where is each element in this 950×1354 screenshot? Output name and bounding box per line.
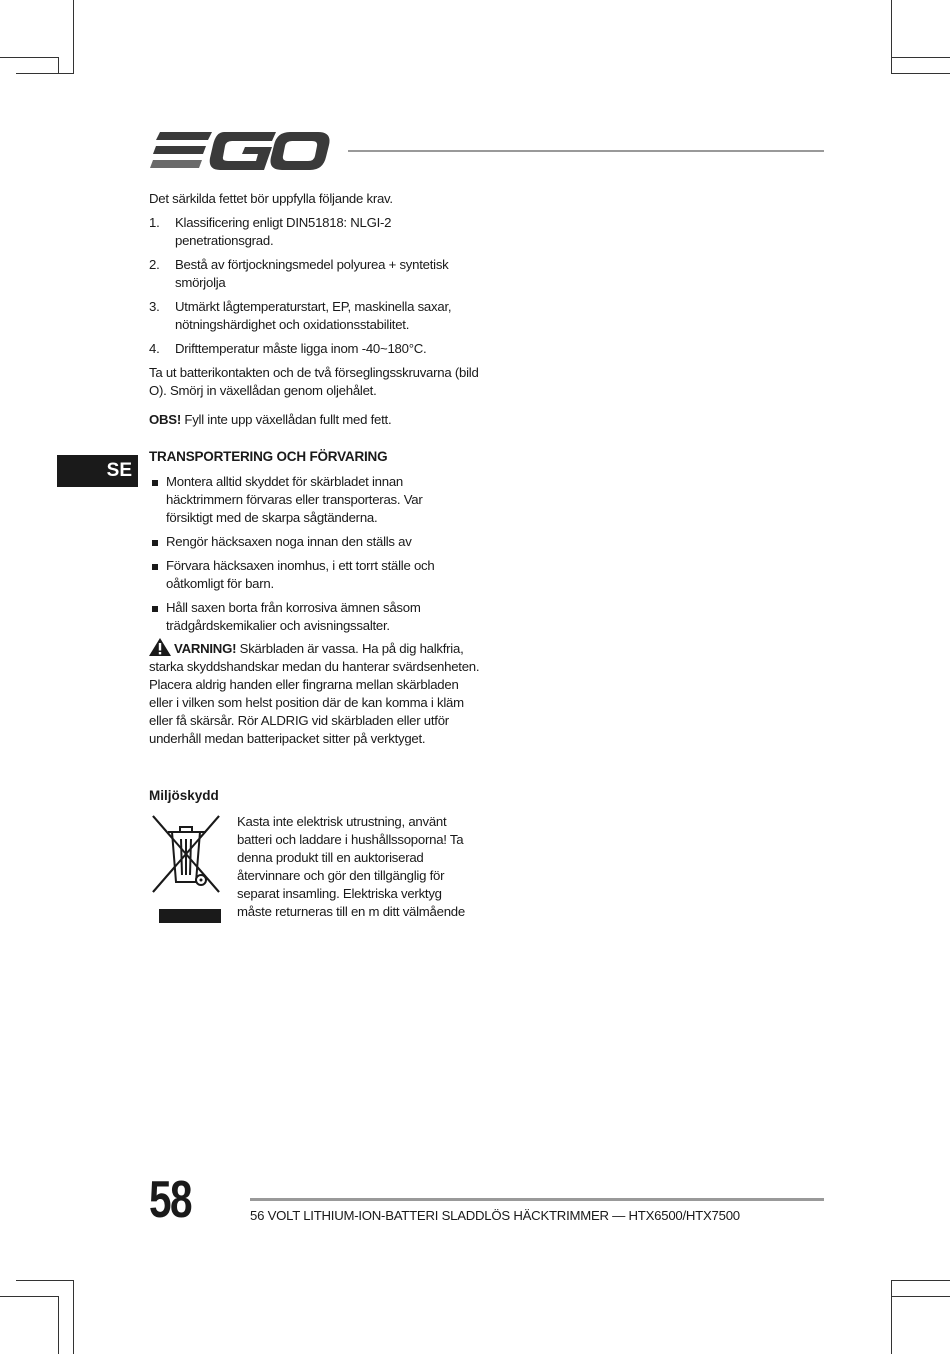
crop-mark: [73, 1280, 74, 1354]
crop-mark: [16, 73, 74, 74]
requirements-list: [149, 214, 479, 364]
bullet-text: Rengör häcksaxen noga innan den ställs av: [166, 534, 412, 549]
obs-label: OBS!: [149, 412, 181, 427]
list-item: [149, 256, 479, 292]
ego-logo-text: EGO: [150, 130, 153, 131]
bullet-text: Montera alltid skyddet för skärbladet innan häcktrimmern förvaras eller transporteras. Var försiktigt med de skarpa sågtänderna.: [166, 474, 423, 525]
list-item: [149, 473, 449, 527]
ego-logo: [150, 130, 330, 172]
environment-title: Miljöskydd: [149, 788, 219, 803]
crop-mark: [0, 57, 58, 58]
list-item: [149, 214, 479, 250]
crop-mark: [891, 1280, 892, 1354]
warning-paragraph: [149, 638, 481, 748]
crop-mark: [58, 1296, 59, 1354]
page-number: 58: [149, 1171, 191, 1229]
storage-bullets: [149, 473, 449, 641]
warning-triangle-icon: [149, 638, 171, 656]
warning-label: VARNING!: [174, 641, 237, 656]
bullet-square-icon: [149, 599, 166, 635]
crop-mark: [891, 73, 950, 74]
crop-mark: [58, 57, 59, 74]
intro-text: Det särkilda fettet bör uppfylla följande krav.: [149, 191, 393, 206]
obs-text: Fyll inte upp växellådan fullt med fett.: [180, 412, 392, 427]
bullet-square-icon: [149, 533, 166, 551]
header-rule: [348, 150, 824, 152]
item-text: Klassificering enligt DIN51818: NLGI-2 penetrationsgrad.: [175, 215, 392, 248]
item-text: Bestå av förtjockningsmedel polyurea + syntetisk smörjolja: [175, 257, 449, 290]
obs-note: [149, 411, 479, 429]
warning-text: Skärbladen är vassa. Ha på dig halkfria, starka skyddshandskar medan du hanterar svärdsenheten. Placera aldrig handen eller fingrarna mellan skärbladen eller i vilken som helst position där de kan komma i kläm eller få skärsår. Rör ALDRIG vid skärbladen eller utför underhåll medan batteripacket sitter på verktyget.: [149, 641, 480, 746]
item-text: Utmärkt lågtemperaturstart, EP, maskinella saxar, nötningshärdighet och oxidationsstabilitet.: [175, 299, 452, 332]
crop-mark: [891, 57, 950, 58]
instruction-paragraph: Ta ut batterikontakten och de två förseglingsskruvarna (bild O). Smörj in växellådan genom oljehålet.: [149, 365, 479, 398]
crop-mark: [891, 0, 892, 74]
crop-mark: [16, 1280, 74, 1281]
bullet-text: Förvara häcksaxen inomhus, i ett torrt ställe och oåtkomligt för barn.: [166, 558, 435, 591]
bullet-square-icon: [149, 473, 166, 527]
crop-mark: [891, 1296, 950, 1297]
item-number: 2.: [149, 257, 160, 272]
item-number: 1.: [149, 215, 160, 230]
list-item: [149, 298, 479, 334]
crop-mark: [0, 1296, 58, 1297]
section-title: TRANSPORTERING OCH FÖRVARING: [149, 449, 388, 464]
item-number: 4.: [149, 341, 160, 356]
footer-text: 56 VOLT LITHIUM-ION-BATTERI SLADDLÖS HÄCKTRIMMER — HTX6500/HTX7500: [250, 1208, 740, 1223]
crop-mark: [891, 1280, 950, 1281]
bullet-text: Håll saxen borta från korrosiva ämnen såsom trädgårdskemikalier och avisningssalter.: [166, 600, 421, 633]
weee-crossed-bin-icon: [150, 812, 222, 924]
list-item: [149, 340, 479, 358]
environment-text: Kasta inte elektrisk utrustning, använt batteri och laddare i hushållssoporna! Ta denna produkt till en auktoriserad återvinnare och gör den tillgänglig för separat insamling. Elektriska verktyg måste returneras till en m ditt välmående: [237, 814, 465, 919]
crop-mark: [73, 0, 74, 74]
list-item: [149, 599, 449, 635]
item-text: Drifttemperatur måste ligga inom -40~180°C.: [175, 341, 427, 356]
item-number: 3.: [149, 299, 160, 314]
bullet-square-icon: [149, 557, 166, 593]
language-tab: SE: [57, 455, 138, 487]
list-item: [149, 557, 449, 593]
list-item: [149, 533, 449, 551]
footer-rule: [250, 1198, 824, 1201]
